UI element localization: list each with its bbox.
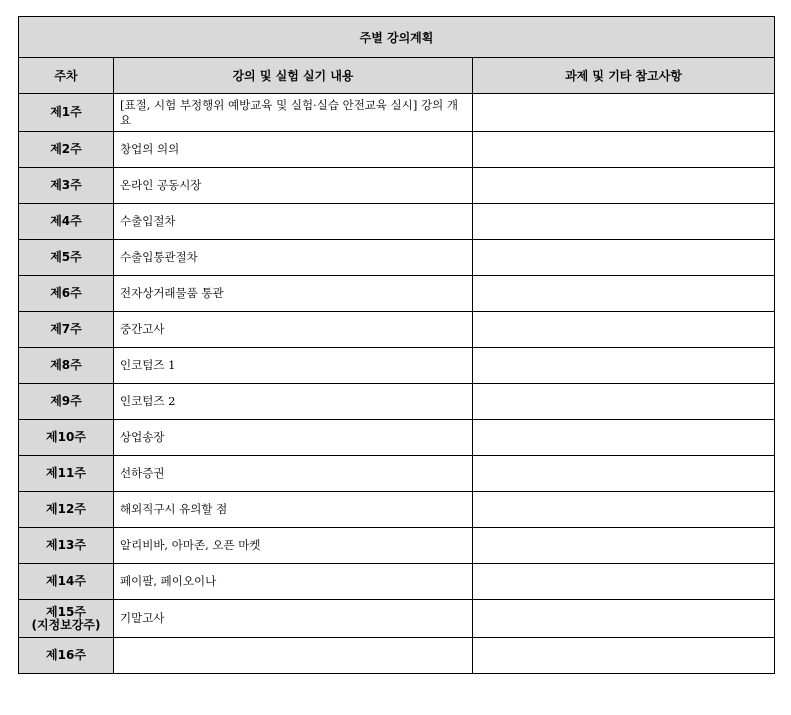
week-cell: 제8주 bbox=[19, 348, 114, 384]
week-cell: 제11주 bbox=[19, 456, 114, 492]
table-title: 주별 강의계획 bbox=[19, 17, 775, 58]
content-cell: 중간고사 bbox=[114, 312, 473, 348]
content-cell: 수출입통관절차 bbox=[114, 240, 473, 276]
notes-cell bbox=[473, 384, 775, 420]
table-body bbox=[19, 94, 775, 674]
content-cell: 선하증권 bbox=[114, 456, 473, 492]
content-cell bbox=[114, 638, 473, 674]
content-cell: 인코텀즈 2 bbox=[114, 384, 473, 420]
week-cell: 제13주 bbox=[19, 528, 114, 564]
content-cell: 전자상거래물품 통관 bbox=[114, 276, 473, 312]
table-row bbox=[19, 94, 775, 132]
week-cell: 제5주 bbox=[19, 240, 114, 276]
header-week: 주차 bbox=[19, 58, 114, 94]
table-row bbox=[19, 384, 775, 420]
week-cell: 제16주 bbox=[19, 638, 114, 674]
week-cell: 제7주 bbox=[19, 312, 114, 348]
notes-cell bbox=[473, 600, 775, 638]
notes-cell bbox=[473, 276, 775, 312]
table-row bbox=[19, 348, 775, 384]
table-row bbox=[19, 312, 775, 348]
table-row bbox=[19, 276, 775, 312]
week-cell: 제15주 (지정보강주) bbox=[19, 600, 114, 638]
notes-cell bbox=[473, 638, 775, 674]
table-row bbox=[19, 564, 775, 600]
notes-cell bbox=[473, 168, 775, 204]
weekly-plan-table bbox=[18, 16, 775, 674]
table-row bbox=[19, 528, 775, 564]
week-cell: 제6주 bbox=[19, 276, 114, 312]
notes-cell bbox=[473, 528, 775, 564]
table-row bbox=[19, 456, 775, 492]
header-notes: 과제 및 기타 참고사항 bbox=[473, 58, 775, 94]
content-cell: 온라인 공동시장 bbox=[114, 168, 473, 204]
table-row bbox=[19, 420, 775, 456]
week-cell: 제14주 bbox=[19, 564, 114, 600]
table-row bbox=[19, 204, 775, 240]
notes-cell bbox=[473, 312, 775, 348]
week-cell: 제10주 bbox=[19, 420, 114, 456]
table-row bbox=[19, 168, 775, 204]
table-row bbox=[19, 132, 775, 168]
notes-cell bbox=[473, 564, 775, 600]
content-cell: 상업송장 bbox=[114, 420, 473, 456]
header-content: 강의 및 실험 실기 내용 bbox=[114, 58, 473, 94]
notes-cell bbox=[473, 240, 775, 276]
content-cell: 해외직구시 유의할 점 bbox=[114, 492, 473, 528]
notes-cell bbox=[473, 456, 775, 492]
week-cell: 제1주 bbox=[19, 94, 114, 132]
table-row bbox=[19, 638, 775, 674]
content-cell: 창업의 의의 bbox=[114, 132, 473, 168]
notes-cell bbox=[473, 94, 775, 132]
notes-cell bbox=[473, 492, 775, 528]
content-cell: 수출입절차 bbox=[114, 204, 473, 240]
week-cell: 제12주 bbox=[19, 492, 114, 528]
table-row bbox=[19, 492, 775, 528]
week-cell: 제2주 bbox=[19, 132, 114, 168]
content-cell: 알리비바, 아마존, 오픈 마켓 bbox=[114, 528, 473, 564]
notes-cell bbox=[473, 204, 775, 240]
content-cell: 인코텀즈 1 bbox=[114, 348, 473, 384]
week-cell: 제3주 bbox=[19, 168, 114, 204]
table-row bbox=[19, 240, 775, 276]
week-cell: 제4주 bbox=[19, 204, 114, 240]
notes-cell bbox=[473, 132, 775, 168]
notes-cell bbox=[473, 348, 775, 384]
content-cell: [표절, 시험 부정행위 예방교육 및 실험·실습 안전교육 실시] 강의 개요 bbox=[114, 94, 473, 132]
week-cell: 제9주 bbox=[19, 384, 114, 420]
table-row bbox=[19, 600, 775, 638]
notes-cell bbox=[473, 420, 775, 456]
content-cell: 페이팔, 페이오이나 bbox=[114, 564, 473, 600]
content-cell: 기말고사 bbox=[114, 600, 473, 638]
